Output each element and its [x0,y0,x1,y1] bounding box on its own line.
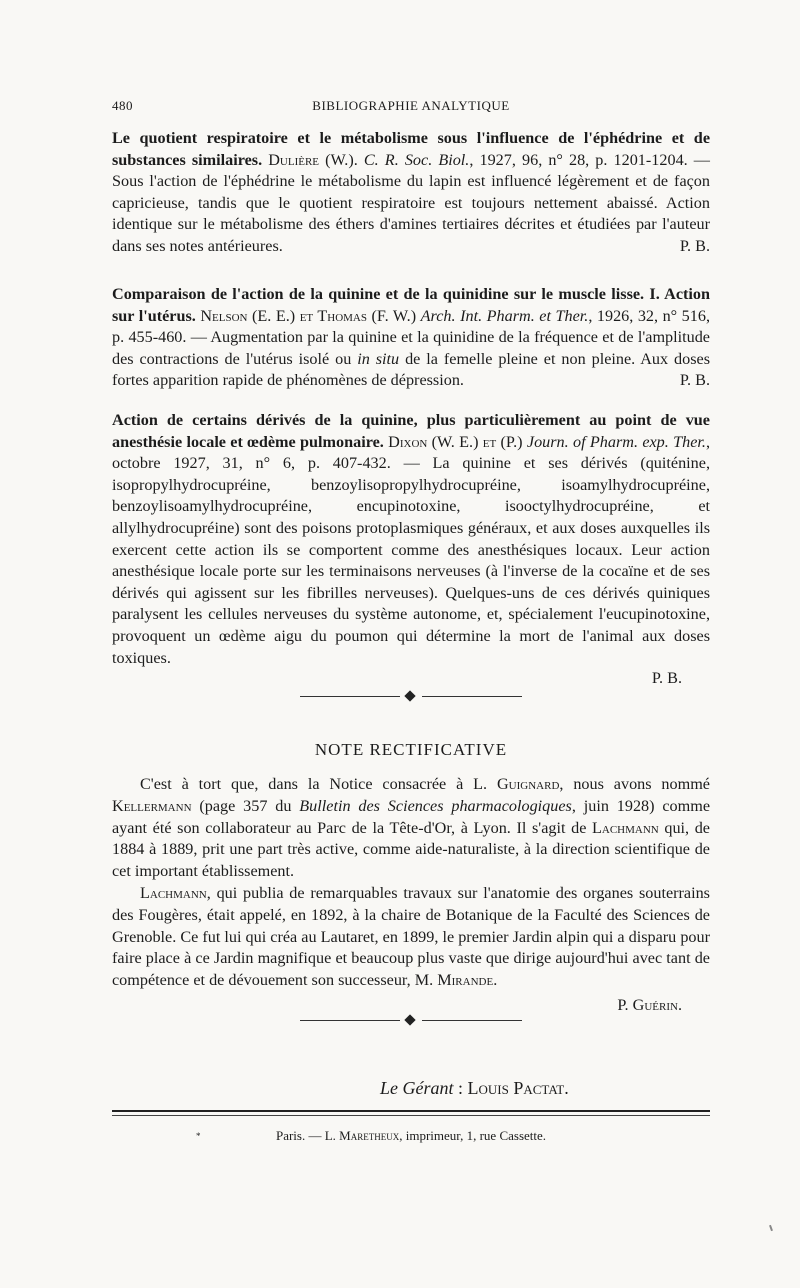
imprint-text: Paris. — L. [275,1128,340,1143]
entry-title: Le quotient respiratoire et le métabolisme sous l'influence de l'éphédrine et de substances similaires. [112,129,710,169]
entry-signature: P. B. [651,669,682,688]
note-name: Kellermann [112,796,192,815]
divider-line-left [300,696,400,697]
divider-line-right [422,696,522,697]
bibliography-entry-3 [112,410,710,688]
footer-rule-thin [112,1115,710,1116]
entry-journal: Arch. Int. Pharm. et Ther. [420,306,589,325]
note-text: . [493,971,498,990]
entry-title: Action de certains dérivés de la quinine, plus particulièrement au point de vue anesthésie locale et œdème pulmonaire. [112,411,710,451]
gerant-label: Le Gérant [380,1078,454,1098]
note-name: L. Guignard [473,775,560,793]
entry-summary: — Augmentation par la quinine et la quinidine de la fréquence et de l'amplitude des contractions de l'utérus isolé ou [112,328,710,368]
section-divider [300,1016,522,1026]
entry-title: Comparaison de l'action de la quinine et de la quinidine sur le muscle lisse. I. Action sur l'utérus. [112,285,710,325]
entry-summary: — La quinine et ses dérivés (quiténine, isopropylhydrocupréine, benzoylisopropylhydrocupréine, isoamylhydrocupréine, benzoylisoamylhydrocupréine, encupinotoxine, isooctylhydrocupréine, et allylhydrocupréine) sont des poisons protoplasmiques généraux, et aux doses auxquelles ils exercent cette action ils se comportent comme des anesthésiques locaux. Leur action anesthésique locale porte sur les terminaisons nerveuses (à l'inverse de la cocaïne et de ses dérivés qui agissent sur les fibrilles nerveuses). Quelques-uns de ces dérivés quiniques paralysent les cellules nerveuses du système autonome, et, spécialement l'eucupinotoxine, provoquent un œdème aigu du poumon qui détermine la mort de l'animal aux doses toxiques. [112,454,711,667]
footer-rule-thick [112,1110,710,1112]
entry-signature: P. B. [679,236,710,255]
divider-line-left [300,1020,400,1021]
note-body [112,774,710,1015]
imprint-name: Maretheux [339,1128,400,1143]
entry-author: Nelson (E. E.) et Thomas (F. W.) [200,306,417,325]
printer-mark: * [196,1131,201,1141]
printer-imprint [112,1128,710,1144]
gerant-name: Louis Pactat. [467,1078,569,1098]
entry-summary-end: de la femelle pleine et non pleine. Aux doses fortes apparition rapide de phénomènes de dépression. [112,349,710,390]
bibliography-entry-1 [112,128,710,258]
note-text: , qui publia de remarquables travaux sur l'anatomie des organes souterrains des Fougères, était appelé, en 1892, à la chaire de Botanique de la Faculté des Sciences de Grenoble. Ce fut lui qui créa au Lautaret, en 1899, le premier Jardin alpin qui a disparu pour faire place à ce Jardin magnifique et beaucoup plus vaste que dirige aujourd'hui avec tant de compétence et de dévouement son successeur, M. [112,883,710,990]
running-header [112,98,710,118]
gerant-line [380,1078,569,1099]
bibliography-entry-2 [112,284,710,392]
note-text: , juin 1928) comme ayant été son collaborateur au Parc de la Tête-d'Or, à Lyon. Il s'agit de [112,796,711,837]
entry-summary: — Sous l'action de l'éphédrine le métabolisme du lapin est influencé légèrement et de façon capricieuse, tandis que le quotient respiratoire est toujours nettement abaissé. Action identique sur le métabolisme des éthers d'amines tertiaires décrites et étudiées par l'auteur dans ses notes antérieures. [112,150,710,255]
note-text: qui, de 1884 à 1889, prit une part très active, comme aide-naturaliste, à la direction scientifique de cet important établissement. [112,818,710,881]
entry-reference: , 1926, 32, n° 516, p. 455-460. [112,306,710,347]
entry-author: Dulière (W.). [268,150,358,169]
note-signature: P. Guérin. [617,995,682,1014]
entry-reference: , 1927, 96, n° 28, p. 1201-1204. [469,150,688,169]
note-paragraph-2 [112,883,710,992]
imprint-text: , imprimeur, 1, rue Cassette. [399,1128,547,1143]
entry-summary-italic: in situ [357,349,400,368]
entry-signature: P. B. [679,371,710,390]
diamond-ornament-icon [404,1014,415,1025]
entry-journal: C. R. Soc. Biol. [363,150,470,169]
note-name: Lachmann [140,883,207,902]
section-divider [300,692,522,702]
diamond-ornament-icon [404,690,415,701]
entry-reference: , octobre 1927, 31, n° 6, p. 407-432. [112,432,711,473]
note-italic: Bulletin des Sciences pharmacologiques [299,796,572,815]
paper-speck [769,1225,773,1231]
note-text: C'est à tort que, dans la Notice consacrée à [140,775,474,793]
note-paragraph-1 [112,774,710,883]
note-title: NOTE RECTIFICATIVE [314,740,508,759]
gerant-separator: : [453,1078,468,1098]
entry-author: Dixon (W. E.) et (P.) [388,432,523,451]
note-text: , nous avons nommé [559,775,710,793]
note-name: Lachmann [592,818,659,837]
note-name: Mirande [437,971,494,990]
running-title: BIBLIOGRAPHIE ANALYTIQUE [312,98,510,113]
divider-line-right [422,1020,522,1021]
entry-journal: Journ. of Pharm. exp. Ther. [526,432,706,451]
page-number: 480 [112,98,133,113]
note-text: (page 357 du [191,796,300,815]
